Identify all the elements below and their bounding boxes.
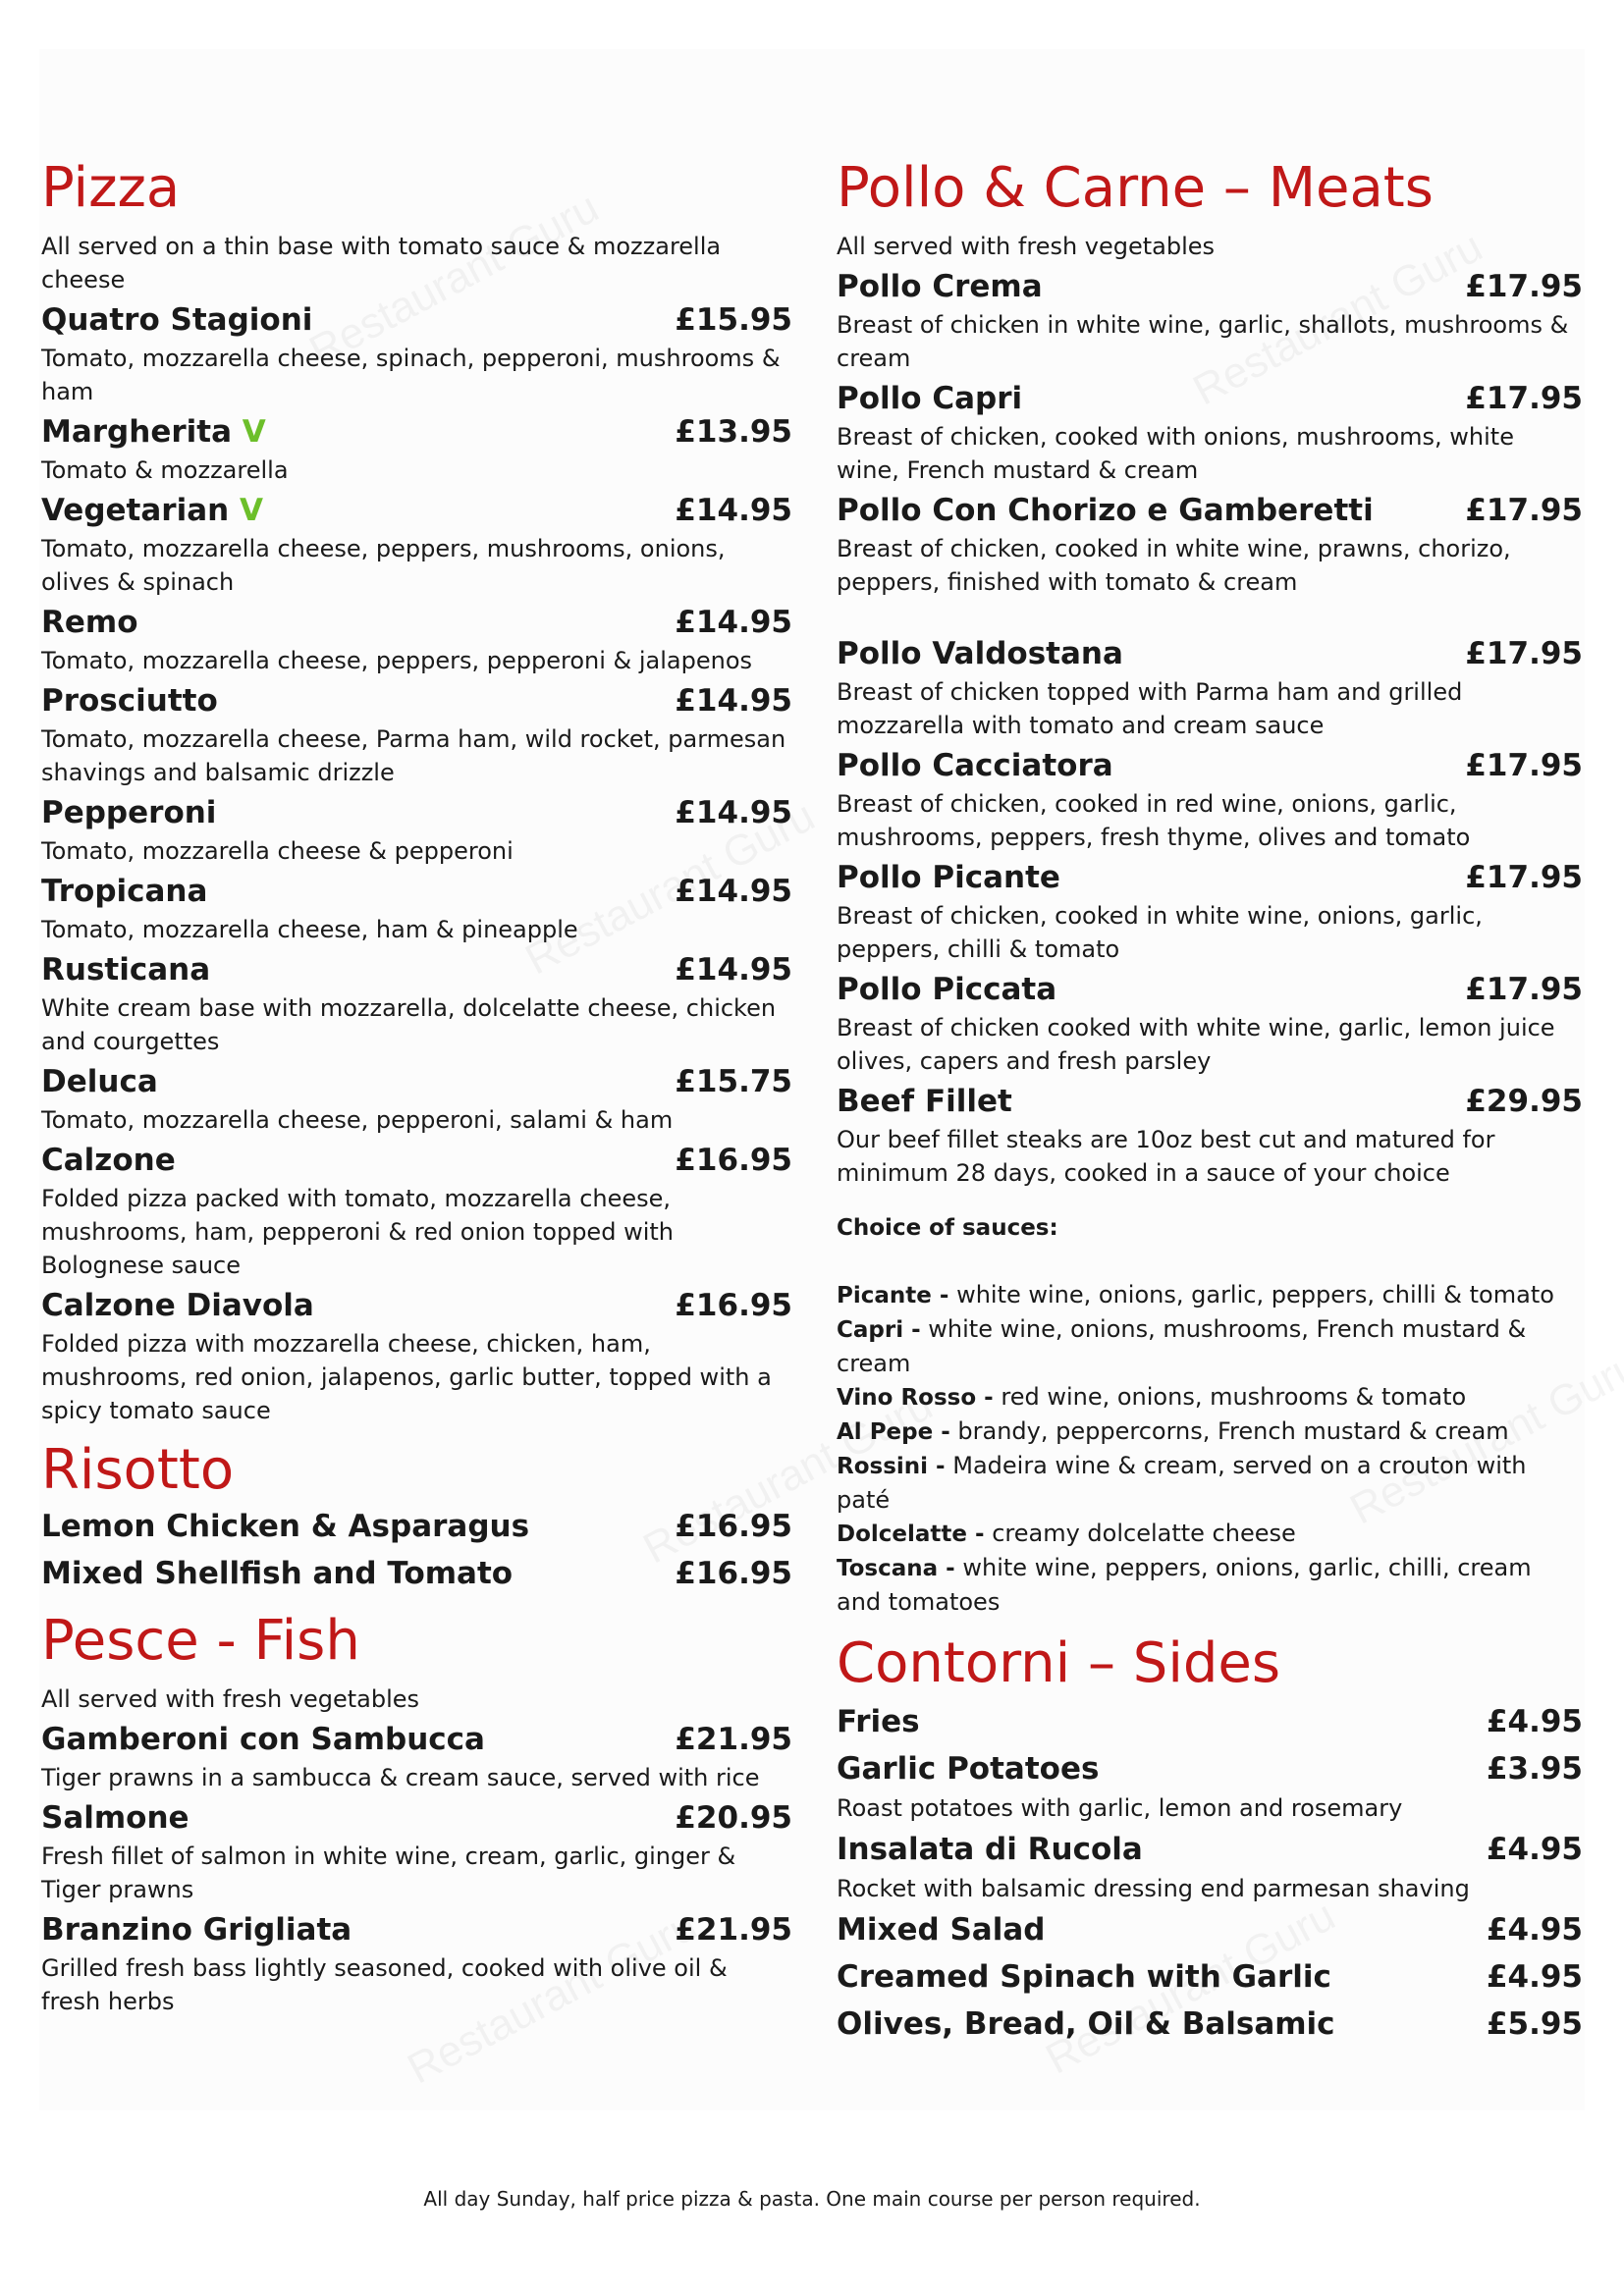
menu-item-name: Insalata di Rucola — [837, 1832, 1143, 1867]
menu-item-name: Tropicana — [41, 874, 208, 909]
menu-item-description: Tomato, mozzarella cheese, Parma ham, wild rocket, parmesan shavings and balsamic drizzle — [41, 725, 786, 786]
menu-item-price: £17.95 — [1465, 636, 1583, 671]
menu-item-name: Calzone — [41, 1143, 176, 1178]
meats-section — [837, 157, 1583, 1190]
menu-item-name-wrap — [41, 298, 312, 342]
pizza-section — [41, 157, 792, 1427]
menu-item-name: Remo — [41, 605, 138, 640]
risotto-list — [41, 1504, 792, 1596]
menu-item-name: Pollo Capri — [837, 381, 1023, 416]
menu-item-name: Calzone Diavola — [41, 1288, 314, 1323]
menu-item — [41, 1908, 792, 2018]
menu-item-name-wrap — [41, 1718, 485, 1761]
menu-item-header — [837, 856, 1583, 899]
menu-item — [837, 1954, 1583, 2000]
menu-item-name-wrap — [41, 1284, 314, 1327]
menu-item-price: £4.95 — [1486, 1832, 1583, 1867]
menu-item-name-wrap — [41, 489, 263, 532]
sauce-item — [837, 1312, 1583, 1380]
menu-item — [837, 1907, 1583, 1952]
menu-item-description: Roast potatoes with garlic, lemon and rosemary — [837, 1794, 1403, 1822]
menu-item-name: Pollo Picante — [837, 860, 1060, 895]
menu-item-name: Beef Fillet — [837, 1084, 1012, 1119]
menu-item-name: Olives, Bread, Oil & Balsamic — [837, 2006, 1335, 2042]
menu-item-description: Breast of chicken, cooked with onions, mushrooms, white wine, French mustard & cream — [837, 423, 1514, 484]
menu-item — [837, 489, 1583, 599]
menu-item-header — [837, 968, 1583, 1011]
menu-item-header — [41, 679, 792, 722]
menu-item — [41, 489, 792, 599]
menu-item-name-wrap — [837, 265, 1043, 308]
menu-item-header — [837, 1080, 1583, 1123]
footer-note: All day Sunday, half price pizza & pasta. One main course per person required. — [423, 2187, 1201, 2211]
menu-item-description: White cream base with mozzarella, dolcelatte cheese, chicken and courgettes — [41, 994, 777, 1055]
menu-item-name: Pollo Con Chorizo e Gamberetti — [837, 493, 1374, 528]
menu-item-name-wrap — [837, 744, 1113, 787]
menu-item — [41, 679, 792, 789]
sauce-item — [837, 1551, 1583, 1619]
menu-item-description: Folded pizza packed with tomato, mozzarella cheese, mushrooms, ham, pepperoni & red onion topped with Bolognese sauce — [41, 1185, 674, 1279]
menu-item-header — [837, 1907, 1583, 1952]
menu-item-header — [837, 1699, 1583, 1744]
menu-item — [41, 601, 792, 677]
menu-item-price: £21.95 — [675, 1722, 792, 1757]
sauce-description: creamy dolcelatte cheese — [992, 1520, 1296, 1547]
menu-item-header — [837, 489, 1583, 532]
right-column — [837, 157, 1583, 2049]
menu-item — [41, 1796, 792, 1906]
menu-item-header — [837, 744, 1583, 787]
menu-item-description: Tomato, mozzarella cheese, spinach, pepperoni, mushrooms & ham — [41, 345, 781, 405]
sauce-item — [837, 1278, 1583, 1312]
menu-item-name: Pollo Cacciatora — [837, 748, 1113, 783]
menu-item-name: Pollo Piccata — [837, 972, 1057, 1007]
sauces-list — [837, 1278, 1583, 1619]
menu-item-price: £4.95 — [1486, 1912, 1583, 1948]
menu-item — [41, 1504, 792, 1549]
menu-item — [41, 1551, 792, 1596]
section-intro: All served on a thin base with tomato sauce & mozzarella cheese — [41, 233, 722, 294]
menu-item-name: Pollo Valdostana — [837, 636, 1123, 671]
menu-item-price: £5.95 — [1486, 2006, 1583, 2042]
menu-item-header — [41, 1796, 792, 1840]
menu-item-header — [41, 948, 792, 991]
menu-item-header — [41, 1551, 792, 1596]
menu-item-name-wrap — [41, 1551, 513, 1596]
menu-item — [41, 791, 792, 868]
menu-item-price: £14.95 — [675, 605, 792, 640]
menu-item-price: £16.95 — [675, 1288, 792, 1323]
menu-item-header — [837, 632, 1583, 675]
menu-item — [837, 265, 1583, 375]
menu-item-name-wrap — [837, 2002, 1335, 2047]
menu-item-name-wrap — [41, 1139, 176, 1182]
meats-list — [837, 265, 1583, 1190]
menu-item — [41, 298, 792, 408]
sauce-description: brandy, peppercorns, French mustard & cream — [957, 1417, 1509, 1445]
menu-item-name: Pepperoni — [41, 795, 217, 830]
sauce-name: Toscana - — [837, 1556, 955, 1581]
menu-item-header — [837, 1746, 1583, 1791]
menu-item-name: Quatro Stagioni — [41, 302, 313, 338]
menu-item-description: Tomato, mozzarella cheese, pepperoni, salami & ham — [41, 1106, 674, 1134]
section-intro: All served with fresh vegetables — [837, 233, 1216, 260]
menu-item-header — [41, 1139, 792, 1182]
sauce-name: Picante - — [837, 1283, 949, 1308]
menu-item-price: £20.95 — [675, 1800, 792, 1836]
menu-item-header — [41, 601, 792, 644]
menu-item-header — [41, 1908, 792, 1951]
menu-item-name: Lemon Chicken & Asparagus — [41, 1509, 530, 1544]
menu-item-description: Breast of chicken, cooked in red wine, onions, garlic, mushrooms, peppers, fresh thyme, olives and tomato — [837, 790, 1471, 851]
sauces-section — [837, 1211, 1583, 1619]
menu-item — [837, 856, 1583, 966]
menu-item-header — [41, 298, 792, 342]
menu-item-description: Tomato & mozzarella — [41, 456, 289, 484]
menu-item — [41, 410, 792, 487]
menu-item-description: Our beef fillet steaks are 10oz best cut and matured for minimum 28 days, cooked in a sauce of your choice — [837, 1126, 1495, 1187]
menu-item-description: Grilled fresh bass lightly seasoned, cooked with olive oil & fresh herbs — [41, 1954, 728, 2015]
menu-item-description: Breast of chicken in white wine, garlic, shallots, mushrooms & cream — [837, 311, 1569, 372]
menu-item-header — [41, 1504, 792, 1549]
menu-item-name: Rusticana — [41, 952, 211, 988]
menu-item-name-wrap — [41, 791, 216, 834]
menu-item-description: Tomato, mozzarella cheese, peppers, pepperoni & jalapenos — [41, 647, 753, 674]
menu-item-name-wrap — [41, 410, 266, 454]
sauce-name: Vino Rosso - — [837, 1385, 994, 1411]
menu-item-header — [837, 2002, 1583, 2047]
menu-item — [41, 948, 792, 1058]
sides-list — [837, 1699, 1583, 2047]
menu-item-price: £17.95 — [1465, 269, 1583, 304]
sauce-name: Dolcelatte - — [837, 1522, 985, 1547]
menu-item-price: £3.95 — [1486, 1751, 1583, 1787]
menu-item-description: Tomato, mozzarella cheese, ham & pineapple — [41, 916, 578, 943]
fish-section — [41, 1610, 792, 2018]
menu-item-price: £14.95 — [675, 952, 792, 988]
menu-item-name-wrap — [837, 1907, 1045, 1952]
section-intro: All served with fresh vegetables — [41, 1685, 420, 1713]
sauce-item — [837, 1380, 1583, 1415]
menu-item-description: Rocket with balsamic dressing end parmesan shaving — [837, 1875, 1470, 1902]
menu-item-name: Salmone — [41, 1800, 189, 1836]
menu-item-price: £15.75 — [675, 1064, 792, 1099]
menu-item-name-wrap — [837, 377, 1022, 420]
sauce-item — [837, 1517, 1583, 1551]
menu-item — [41, 1139, 792, 1282]
menu-item-header — [837, 1827, 1583, 1872]
menu-item-name-wrap — [41, 948, 210, 991]
menu-item-name-wrap — [837, 632, 1123, 675]
sauces-title: Choice of sauces: — [837, 1215, 1058, 1241]
menu-item-description: Folded pizza with mozzarella cheese, chicken, ham, mushrooms, red onion, jalapenos, garlic butter, topped with a spicy tomato sauce — [41, 1330, 772, 1424]
menu-item — [41, 1060, 792, 1137]
section-title-sides: Contorni – Sides — [837, 1631, 1281, 1695]
menu-item-price: £17.95 — [1465, 381, 1583, 416]
menu-item — [41, 870, 792, 946]
menu-item — [837, 1827, 1583, 1905]
menu-item — [837, 1746, 1583, 1825]
menu-item-name-wrap — [837, 1080, 1012, 1123]
sauce-name: Al Pepe - — [837, 1419, 950, 1445]
sauce-description: white wine, onions, mushrooms, French mustard & cream — [837, 1315, 1527, 1377]
sauce-name: Rossini - — [837, 1454, 946, 1479]
menu-item-name: Deluca — [41, 1064, 158, 1099]
menu-item-price: £4.95 — [1486, 1959, 1583, 1995]
menu-item-name-wrap — [41, 1060, 158, 1103]
menu-item-name: Prosciutto — [41, 683, 218, 719]
menu-item-name: Vegetarian — [41, 493, 230, 528]
menu-item-name: Margherita — [41, 414, 232, 450]
menu-item-name-wrap — [41, 601, 138, 644]
menu-item-description: Breast of chicken topped with Parma ham and grilled mozzarella with tomato and cream sauce — [837, 678, 1463, 739]
menu-item-header — [41, 489, 792, 532]
menu-item-name: Creamed Spinach with Garlic — [837, 1959, 1331, 1995]
menu-item-name-wrap — [41, 1504, 529, 1549]
menu-item-name-wrap — [837, 1746, 1099, 1791]
menu-item-name-wrap — [837, 1954, 1331, 2000]
menu-item-description: Breast of chicken, cooked in white wine, prawns, chorizo, peppers, finished with tomato & cream — [837, 535, 1511, 596]
menu-item-price: £14.95 — [675, 493, 792, 528]
menu-item-description: Fresh fillet of salmon in white wine, cream, garlic, ginger & Tiger prawns — [41, 1842, 736, 1903]
vegetarian-badge: V — [239, 493, 263, 528]
menu-item-name-wrap — [41, 870, 207, 913]
menu-item-price: £15.95 — [675, 302, 792, 338]
menu-item-price: £16.95 — [675, 1509, 792, 1544]
section-title-risotto: Risotto — [41, 1438, 235, 1502]
menu-item-header — [837, 1954, 1583, 2000]
sauce-description: red wine, onions, mushrooms & tomato — [1001, 1383, 1467, 1411]
menu-item-price: £16.95 — [675, 1143, 792, 1178]
risotto-section — [41, 1439, 792, 1596]
menu-item-header — [41, 1060, 792, 1103]
section-title-meats: Pollo & Carne – Meats — [837, 156, 1434, 220]
menu-item-name: Pollo Crema — [837, 269, 1043, 304]
menu-item — [837, 744, 1583, 854]
menu-item-name-wrap — [837, 968, 1056, 1011]
menu-item — [837, 1080, 1583, 1190]
menu-item-description: Breast of chicken cooked with white wine, garlic, lemon juice olives, capers and fresh parsley — [837, 1014, 1555, 1075]
sauce-item — [837, 1449, 1583, 1517]
sides-section — [837, 1632, 1583, 2047]
menu-item-price: £21.95 — [675, 1912, 792, 1948]
sauce-description: white wine, peppers, onions, garlic, chilli, cream and tomatoes — [837, 1554, 1532, 1616]
menu-item — [41, 1284, 792, 1427]
menu-item-price: £29.95 — [1465, 1084, 1583, 1119]
menu-item-header — [41, 410, 792, 454]
menu-item-price: £17.95 — [1465, 860, 1583, 895]
menu-item-name-wrap — [837, 1699, 920, 1744]
sauce-description: Madeira wine & cream, served on a crouton with paté — [837, 1452, 1527, 1514]
menu-item-name-wrap — [41, 679, 218, 722]
menu-item-price: £17.95 — [1465, 748, 1583, 783]
menu-item-price: £14.95 — [675, 874, 792, 909]
menu-item-header — [837, 377, 1583, 420]
menu-item-name: Branzino Grigliata — [41, 1912, 352, 1948]
menu-item-price: £17.95 — [1465, 493, 1583, 528]
section-title-pizza: Pizza — [41, 156, 181, 220]
vegetarian-badge: V — [242, 414, 266, 450]
menu-item-description: Tiger prawns in a sambucca & cream sauce, served with rice — [41, 1764, 760, 1791]
menu-item-name-wrap — [41, 1908, 352, 1951]
menu-item-name: Gamberoni con Sambucca — [41, 1722, 485, 1757]
sauce-name: Capri - — [837, 1317, 921, 1343]
menu-item-price: £14.95 — [675, 795, 792, 830]
menu-item-header — [837, 265, 1583, 308]
menu-item — [837, 2002, 1583, 2047]
menu-item-description: Breast of chicken, cooked in white wine, onions, garlic, peppers, chilli & tomato — [837, 902, 1483, 963]
menu-item-name: Garlic Potatoes — [837, 1751, 1100, 1787]
pizza-list — [41, 298, 792, 1427]
menu-item-name: Mixed Shellfish and Tomato — [41, 1556, 514, 1591]
menu-item — [837, 1699, 1583, 1744]
menu-item-price: £16.95 — [675, 1556, 792, 1591]
sauce-item — [837, 1415, 1583, 1449]
menu-item-price: £17.95 — [1465, 972, 1583, 1007]
menu-item-name-wrap — [837, 489, 1374, 532]
menu-item-header — [41, 870, 792, 913]
menu-item-name: Fries — [837, 1704, 920, 1739]
menu-item-name-wrap — [837, 1827, 1143, 1872]
menu-item-header — [41, 1284, 792, 1327]
menu-item — [837, 968, 1583, 1078]
menu-item-description: Tomato, mozzarella cheese & pepperoni — [41, 837, 514, 865]
menu-item-price: £14.95 — [675, 683, 792, 719]
fish-list — [41, 1718, 792, 2018]
menu-item-header — [41, 1718, 792, 1761]
menu-item — [41, 1718, 792, 1794]
menu-item — [837, 632, 1583, 742]
menu-item-name-wrap — [837, 856, 1060, 899]
section-title-fish: Pesce - Fish — [41, 1609, 360, 1673]
menu-item-price: £13.95 — [675, 414, 792, 450]
menu-item-name-wrap — [41, 1796, 189, 1840]
sauce-description: white wine, onions, garlic, peppers, chilli & tomato — [956, 1281, 1554, 1308]
menu-item-price: £4.95 — [1486, 1704, 1583, 1739]
left-column — [41, 157, 792, 2020]
menu-item-header — [41, 791, 792, 834]
menu-item-name: Mixed Salad — [837, 1912, 1046, 1948]
menu-item-description: Tomato, mozzarella cheese, peppers, mushrooms, onions, olives & spinach — [41, 535, 726, 596]
menu-item — [837, 377, 1583, 487]
